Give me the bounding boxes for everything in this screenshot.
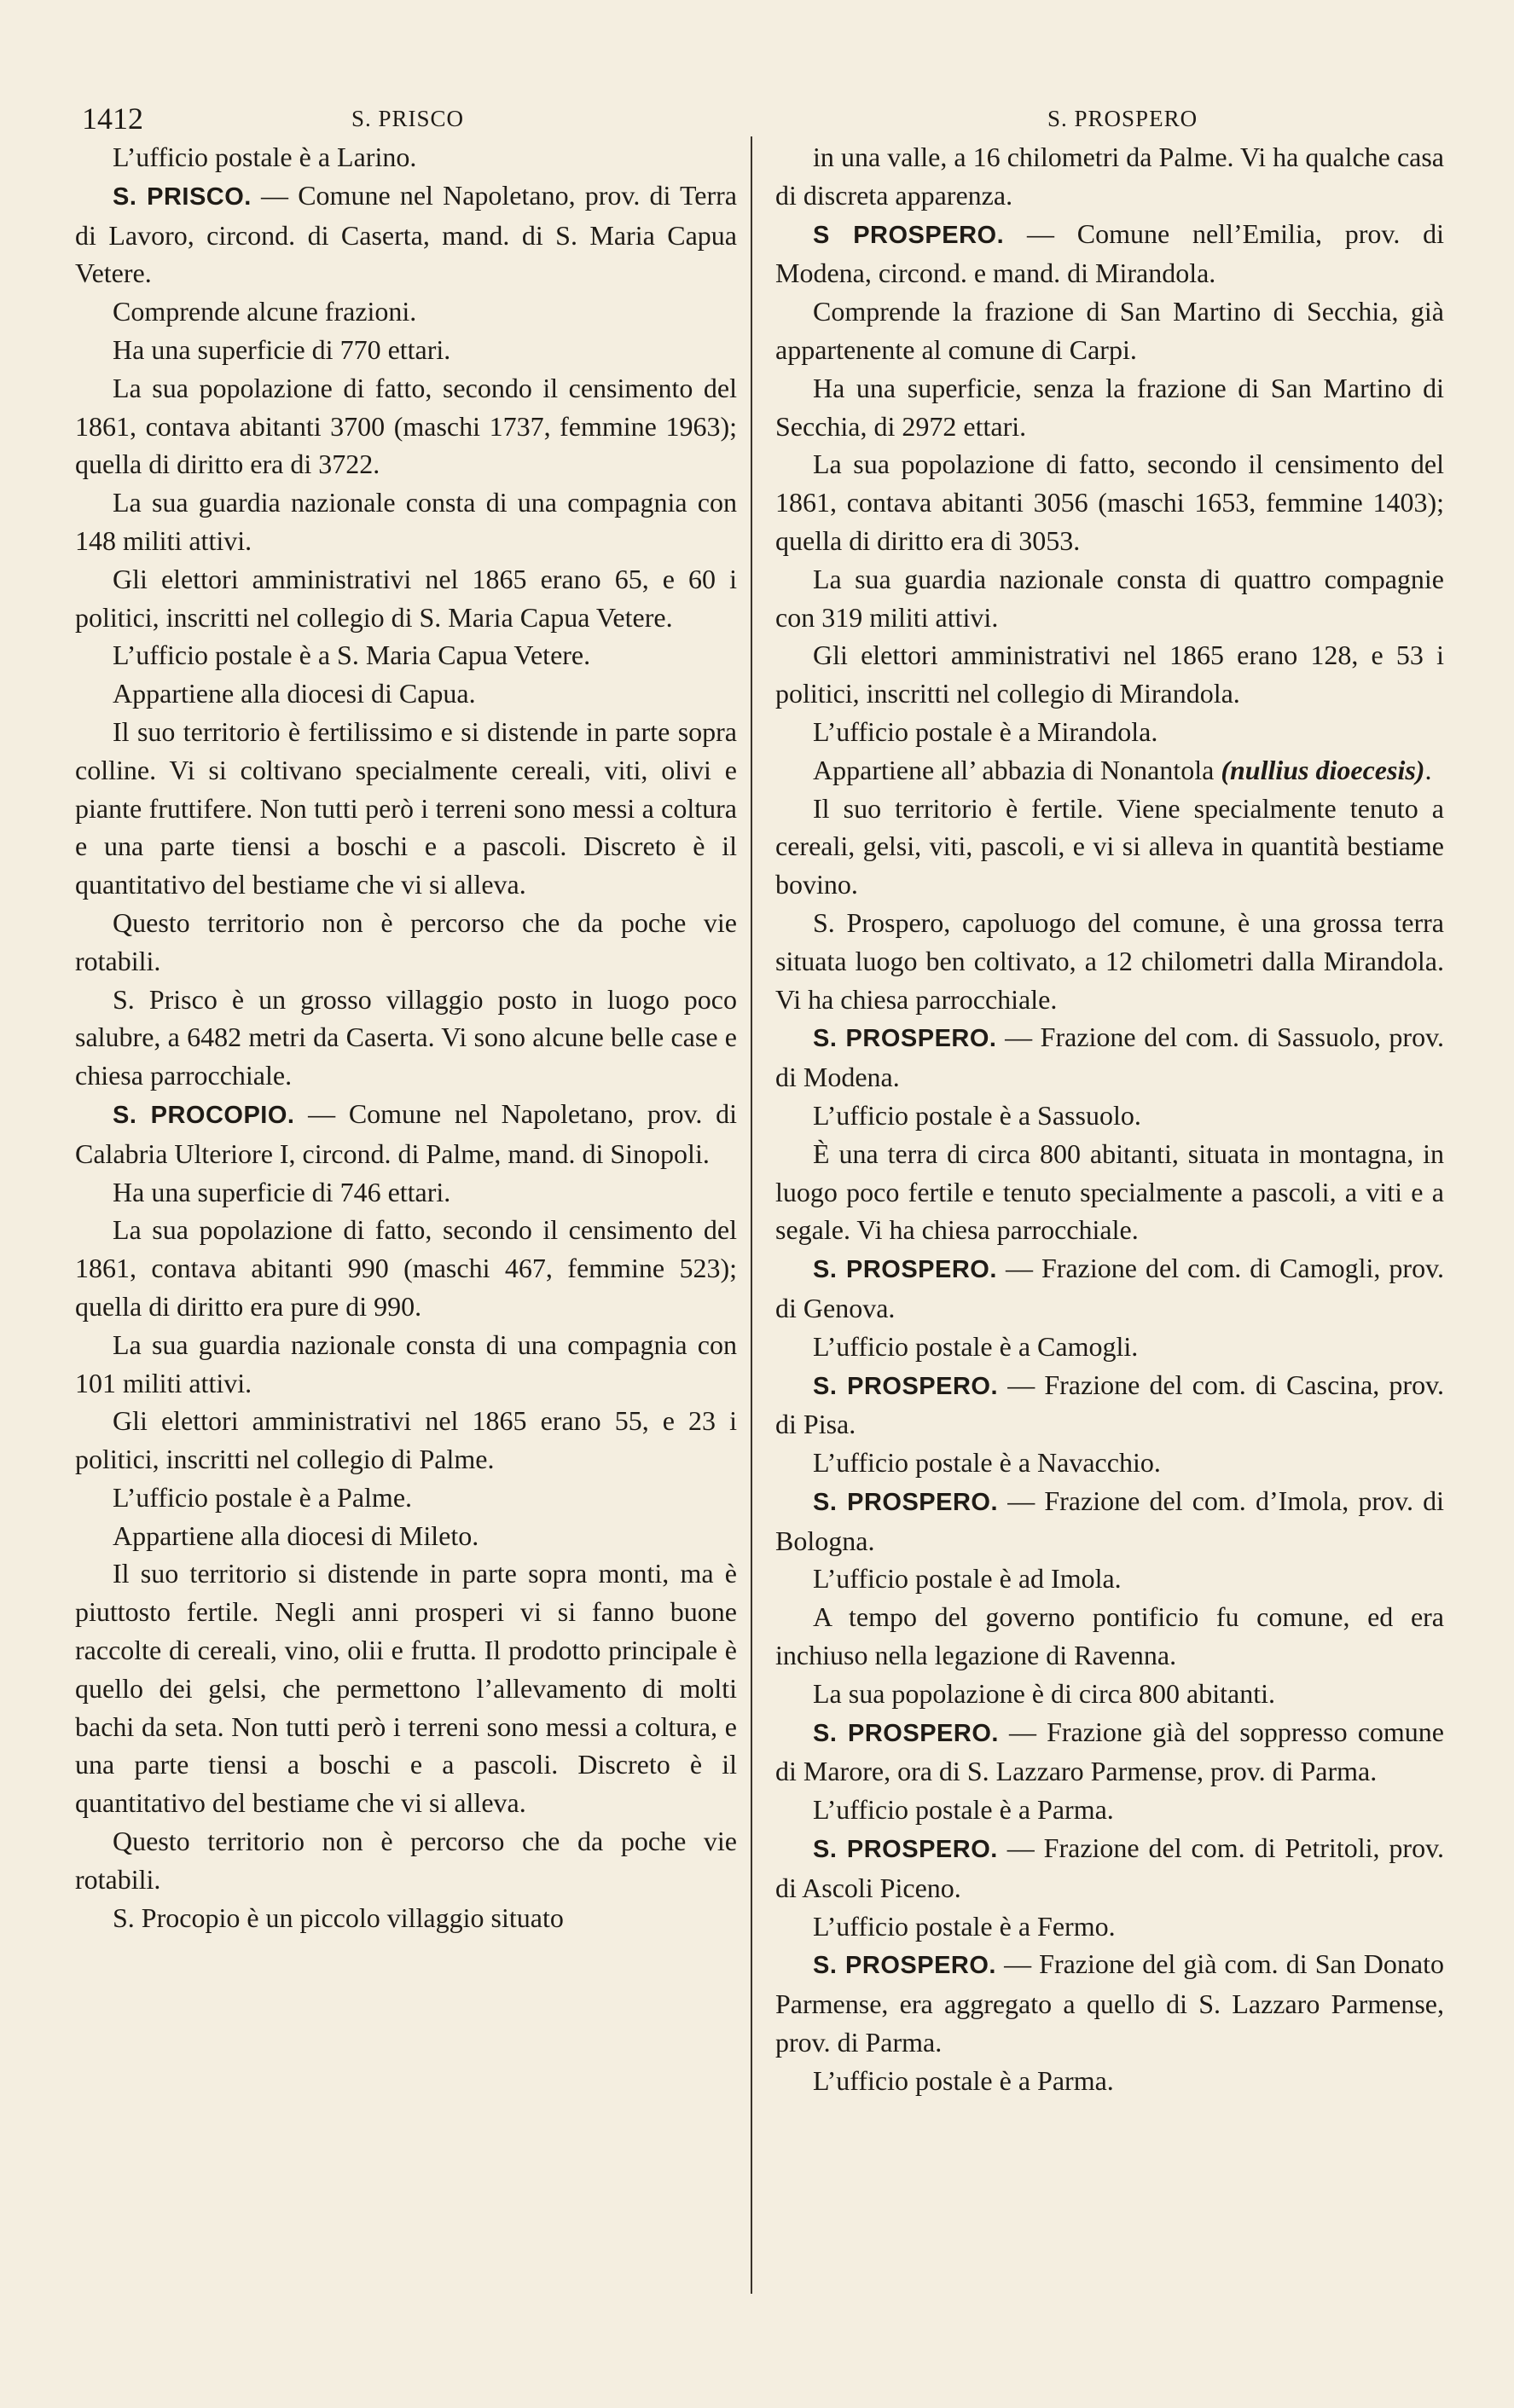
entry-text: — Frazione già del soppresso comune di Marore, ora di S. Lazzaro Parmense, prov. di Parma. bbox=[775, 1716, 1444, 1787]
entry-text: Comprende la frazione di San Martino di Secchia, già appartenente al comune di Carpi. bbox=[775, 296, 1444, 365]
entry-paragraph bbox=[75, 1173, 737, 1212]
entry-paragraph bbox=[775, 1598, 1444, 1675]
entry-text: Gli elettori amministrativi nel 1865 erano 128, e 53 i politici, inscritti nel collegio di Mirandola. bbox=[775, 640, 1444, 709]
headword: S. PROSPERO. bbox=[813, 1256, 997, 1284]
entry-paragraph bbox=[775, 904, 1444, 1018]
entry-text: L’ufficio postale è a Camogli. bbox=[813, 1330, 1139, 1362]
entry-paragraph bbox=[775, 636, 1444, 713]
entry-text: — Comune nell’Emilia, prov. di Modena, circond. e mand. di Mirandola. bbox=[775, 217, 1445, 289]
entry-paragraph-headword bbox=[75, 1095, 737, 1173]
entry-text: L’ufficio postale è a Mirandola. bbox=[813, 715, 1158, 747]
entry-paragraph bbox=[775, 1675, 1444, 1713]
entry-text: — Frazione del com. d’Imola, prov. di Bologna. bbox=[775, 1485, 1445, 1556]
headword: S. PROSPERO. bbox=[813, 1952, 996, 1980]
entry-text: Ha una superficie di 770 ettari. bbox=[113, 333, 451, 365]
entry-paragraph-headword bbox=[775, 1018, 1444, 1097]
entry-paragraph-headword bbox=[775, 1829, 1444, 1907]
entry-text: Il suo territorio è fertile. Viene specialmente tenuto a cereali, gelsi, viti, pascoli, e vi si alleva in quantità bestiame bovino. bbox=[775, 792, 1444, 900]
left-column bbox=[75, 138, 737, 1936]
entry-paragraph-headword bbox=[775, 1249, 1444, 1328]
entry-text: Appartiene alla diocesi di Capua. bbox=[113, 678, 476, 709]
entry-paragraph bbox=[775, 1560, 1444, 1598]
headword: S. PROSPERO. bbox=[813, 1025, 997, 1053]
entry-text: La sua guardia nazionale consta di quattro compagnie con 319 militi attivi. bbox=[775, 563, 1444, 633]
entry-text: Gli elettori amministrativi nel 1865 erano 55, e 23 i politici, inscritti nel collegio di Palme. bbox=[75, 1405, 737, 1475]
entry-paragraph bbox=[775, 369, 1444, 446]
entry-paragraph bbox=[775, 560, 1444, 637]
entry-text: Questo territorio non è percorso che da poche vie rotabili. bbox=[75, 1826, 737, 1895]
entry-text: La sua popolazione di fatto, secondo il censimento del 1861, contava abitanti 3056 (maschi 1653, femmine 1403); quella di diritto era di 3053. bbox=[775, 449, 1444, 556]
entry-text: — Comune nel Napoletano, prov. di Terra di Lavoro, circond. di Caserta, mand. di S. Maria Capua Vetere. bbox=[75, 179, 738, 289]
entry-paragraph-headword bbox=[775, 1713, 1444, 1792]
entry-paragraph bbox=[75, 369, 737, 483]
entry-text: — Frazione del com. di Cascina, prov. di Pisa. bbox=[775, 1369, 1445, 1440]
entry-text: Appartiene all’ abbazia di Nonantola bbox=[813, 754, 1221, 785]
entry-paragraph bbox=[75, 1211, 737, 1325]
entry-text: L’ufficio postale è a Fermo. bbox=[813, 1910, 1116, 1942]
entry-text: S. Prospero, capoluogo del comune, è una grossa terra situata luogo ben coltivato, a 12 chilometri dalla Mirandola. Vi ha chiesa parrocchiale. bbox=[775, 906, 1444, 1015]
entry-text: A tempo del governo pontificio fu comune, ed era inchiuso nella legazione di Ravenna. bbox=[775, 1601, 1444, 1671]
entry-paragraph bbox=[75, 904, 737, 981]
entry-paragraph bbox=[75, 1822, 737, 1899]
entry-text: La sua popolazione di fatto, secondo il censimento del 1861, contava abitanti 3700 (maschi 1737, femmine 1963); quella di diritto era di 3722. bbox=[75, 372, 737, 480]
entry-text: La sua guardia nazionale consta di una compagnia con 148 militi attivi. bbox=[75, 487, 737, 556]
entry-paragraph bbox=[75, 1517, 737, 1555]
entry-paragraph bbox=[75, 981, 737, 1095]
left-running-head: S. PRISCO bbox=[351, 106, 465, 131]
entry-paragraph bbox=[775, 138, 1444, 215]
entry-paragraph bbox=[75, 713, 737, 904]
entry-paragraph bbox=[75, 331, 737, 369]
entry-paragraph bbox=[775, 1328, 1444, 1366]
entry-text: — Frazione del com. di Camogli, prov. di Genova. bbox=[775, 1253, 1444, 1323]
entry-text: L’ufficio postale è a Larino. bbox=[113, 142, 417, 172]
entry-text: S. Procopio è un piccolo villaggio situato bbox=[113, 1902, 564, 1933]
entry-text: L’ufficio postale è a Navacchio. bbox=[813, 1447, 1161, 1479]
entry-text: Il suo territorio si distende in parte sopra monti, ma è piuttosto fertile. Negli anni prosperi vi si fanno buone raccolte di cereali, vino, olii e frutta. Il prodotto principale è quello dei gelsi, che permettono l’allevamento di molti bachi da seta. Non tutti però i terreni sono messi a coltura, e una parte tiensi a boschi e a pascoli. Discreto è il quantitativo del bestiame che vi si alleva. bbox=[75, 1558, 737, 1819]
headword: S. PRISCO. bbox=[113, 182, 252, 211]
entry-text: in una valle, a 16 chilometri da Palme. Vi ha qualche casa di discreta apparenza. bbox=[775, 142, 1444, 211]
headword: S PROSPERO. bbox=[813, 221, 1005, 249]
entry-paragraph bbox=[775, 1097, 1444, 1135]
entry-paragraph bbox=[775, 1791, 1444, 1829]
entry-text: — Frazione del com. di Sassuolo, prov. di Modena. bbox=[775, 1022, 1445, 1093]
entry-text: La sua popolazione di fatto, secondo il censimento del 1861, contava abitanti 990 (maschi 467, femmine 523); quella di diritto era pure di 990. bbox=[75, 1214, 737, 1322]
entry-paragraph bbox=[75, 1899, 737, 1937]
headword: S. PROSPERO. bbox=[813, 1836, 998, 1864]
entry-paragraph bbox=[75, 1402, 737, 1479]
entry-paragraph bbox=[775, 292, 1444, 369]
entry-paragraph bbox=[75, 483, 737, 560]
entry-paragraph bbox=[775, 751, 1444, 790]
entry-paragraph bbox=[75, 292, 737, 331]
entry-text: S. Prisco è un grosso villaggio posto in luogo poco salubre, a 6482 metri da Caserta. Vi sono alcune belle case e chiesa parrocchiale. bbox=[75, 983, 737, 1091]
entry-paragraph bbox=[775, 790, 1444, 904]
headword: S. PROSPERO. bbox=[813, 1372, 999, 1400]
entry-text: — Frazione del già com. di San Donato Parmense, era aggregato a quello di S. Lazzaro Parmense, prov. di Parma. bbox=[775, 1948, 1445, 2058]
page-number: 1412 bbox=[82, 101, 143, 136]
entry-paragraph bbox=[75, 138, 737, 177]
entry-text-tail: . bbox=[1424, 754, 1432, 785]
entry-paragraph bbox=[75, 674, 737, 713]
entry-paragraph bbox=[775, 1135, 1444, 1249]
entry-paragraph-headword bbox=[775, 1366, 1444, 1444]
entry-paragraph bbox=[775, 713, 1444, 751]
entry-text: — Frazione del com. di Petritoli, prov. di Ascoli Piceno. bbox=[775, 1832, 1444, 1903]
entry-text: L’ufficio postale è a Parma. bbox=[813, 2064, 1114, 2096]
entry-paragraph bbox=[75, 1479, 737, 1517]
headword: S. PROCOPIO. bbox=[113, 1101, 295, 1129]
entry-paragraph-headword bbox=[775, 1945, 1444, 2061]
entry-text: La sua popolazione è di circa 800 abitanti. bbox=[813, 1677, 1276, 1709]
entry-text: Ha una superficie, senza la frazione di San Martino di Secchia, di 2972 ettari. bbox=[775, 372, 1444, 442]
entry-paragraph-headword bbox=[75, 177, 737, 292]
entry-paragraph bbox=[75, 636, 737, 674]
entry-paragraph bbox=[775, 1907, 1444, 1946]
entry-text: È una terra di circa 800 abitanti, situata in montagna, in luogo poco fertile e tenuto specialmente a pascoli, a viti e a segale. Vi ha chiesa parrocchiale. bbox=[775, 1137, 1444, 1246]
entry-paragraph bbox=[775, 2062, 1444, 2100]
column-divider bbox=[751, 136, 752, 2294]
entry-text: Ha una superficie di 746 ettari. bbox=[113, 1176, 451, 1207]
headword: S. PROSPERO. bbox=[813, 1488, 999, 1516]
entry-paragraph bbox=[775, 445, 1444, 559]
entry-text: Appartiene alla diocesi di Mileto. bbox=[113, 1519, 479, 1551]
entry-paragraph-headword bbox=[775, 215, 1444, 293]
entry-paragraph bbox=[75, 1326, 737, 1403]
entry-text: La sua guardia nazionale consta di una compagnia con 101 militi attivi. bbox=[75, 1328, 737, 1398]
page-header bbox=[0, 101, 1514, 135]
entry-paragraph-headword bbox=[775, 1482, 1444, 1560]
headword: S. PROSPERO. bbox=[813, 1719, 999, 1747]
right-running-head: S. PROSPERO bbox=[1047, 106, 1198, 131]
entry-text: L’ufficio postale è a Palme. bbox=[113, 1481, 413, 1513]
entry-text: L’ufficio postale è a Sassuolo. bbox=[813, 1099, 1141, 1131]
entry-paragraph bbox=[75, 560, 737, 637]
entry-text: Comprende alcune frazioni. bbox=[113, 296, 417, 327]
italic-text: (nullius dioecesis) bbox=[1221, 754, 1425, 785]
entry-paragraph bbox=[75, 1554, 737, 1822]
entry-text: Questo territorio non è percorso che da poche vie rotabili. bbox=[75, 906, 737, 976]
entry-text: — Comune nel Napoletano, prov. di Calabria Ulteriore I, circond. di Palme, mand. di Sinopoli. bbox=[75, 1097, 737, 1169]
entry-text: Il suo territorio è fertilissimo e si distende in parte sopra colline. Vi si coltivano specialmente cereali, viti, olivi e piante fruttifere. Non tutti però i terreni sono messi a coltura e una parte tiensi a boschi e a pascoli. Discreto è il quantitativo del bestiame che vi si alleva. bbox=[75, 715, 737, 900]
entry-paragraph bbox=[775, 1444, 1444, 1482]
entry-text: L’ufficio postale è a S. Maria Capua Vetere. bbox=[113, 640, 591, 671]
entry-text: Gli elettori amministrativi nel 1865 erano 65, e 60 i politici, inscritti nel collegio di S. Maria Capua Vetere. bbox=[75, 563, 737, 633]
entry-text: L’ufficio postale è a Parma. bbox=[813, 1794, 1114, 1826]
entry-text: L’ufficio postale è ad Imola. bbox=[813, 1563, 1122, 1595]
right-column bbox=[775, 138, 1444, 2100]
